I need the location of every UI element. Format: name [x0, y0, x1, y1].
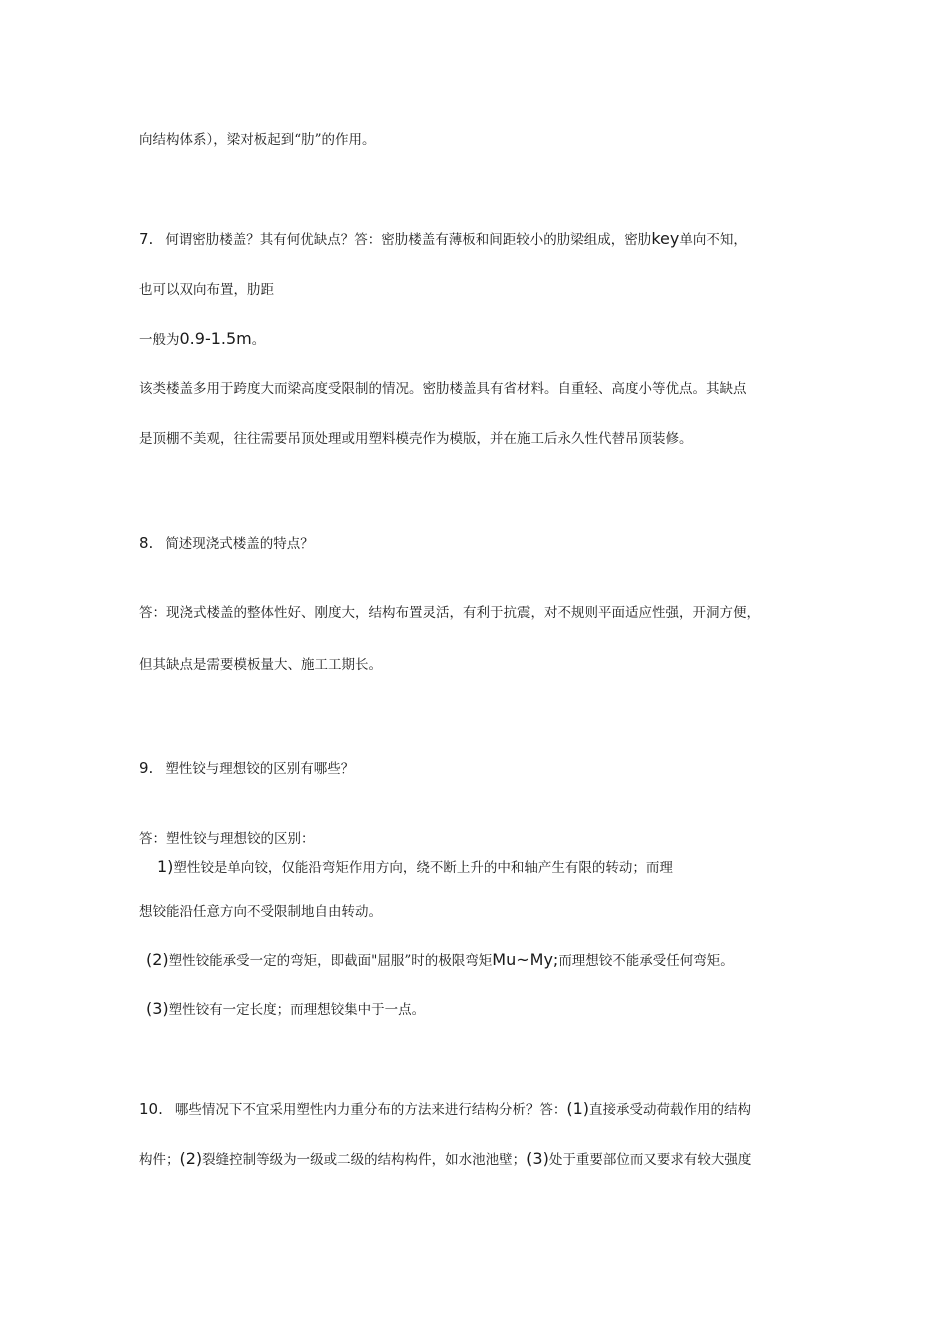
list-item: 1)塑性铰是单向铰，仅能沿弯矩作用方向，绕不断上升的中和轴产生有限的转动；而理 — [157, 857, 673, 876]
question-number: 9. — [139, 759, 154, 777]
text-line: 一般为0.9-1.5m。 — [139, 329, 266, 348]
list-item: (2)塑性铰能承受一定的弯矩，即截面"屈服”时的极限弯矩Mu~My;而理想铰不能承受任何弯矩。 — [146, 950, 734, 969]
question-9: 9. 塑性铰与理想铰的区别有哪些？ — [139, 759, 355, 777]
question-8: 8. 简述现浇式楼盖的特点？ — [139, 534, 314, 552]
text-line: 向结构体系），梁对板起到“肋”的作用。 — [139, 132, 376, 148]
question-7: 7. 何谓密肋楼盖？其有何优缺点？答：密肋楼盖有薄板和间距较小的肋梁组成，密肋key单向不知， — [139, 229, 747, 248]
question-number: 7. — [139, 230, 154, 248]
text-line: 是顶棚不美观，往往需要吊顶处理或用塑料模壳作为模版，并在施工后永久性代替吊顶装修。 — [139, 431, 693, 447]
question-10: 10. 哪些情况下不宜采用塑性内力重分布的方法来进行结构分析？答：(1)直接承受动荷载作用的结构 — [139, 1099, 752, 1118]
text-line: 也可以双向布置，肋距 — [139, 282, 274, 298]
text-line: 答：塑性铰与理想铰的区别： — [139, 831, 315, 847]
question-number: 10. — [139, 1100, 163, 1118]
text-line: 该类楼盖多用于跨度大而梁高度受限制的情况。密肋楼盖具有省材料。自重轻、高度小等优点。其缺点 — [139, 381, 747, 397]
text-line: 想铰能沿任意方向不受限制地自由转动。 — [139, 904, 382, 920]
text-line: 构件；(2)裂缝控制等级为一级或二级的结构构件，如水池池壁；(3)处于重要部位而又要求有较大强度 — [139, 1149, 752, 1168]
question-number: 8. — [139, 534, 154, 552]
text-line: 但其缺点是需要模板量大、施工工期长。 — [139, 657, 382, 673]
list-item: (3)塑性铰有一定长度；而理想铰集中于一点。 — [146, 999, 426, 1018]
text-line: 答：现浇式楼盖的整体性好、刚度大，结构布置灵活，有利于抗震，对不规则平面适应性强，开洞方便， — [139, 605, 760, 621]
